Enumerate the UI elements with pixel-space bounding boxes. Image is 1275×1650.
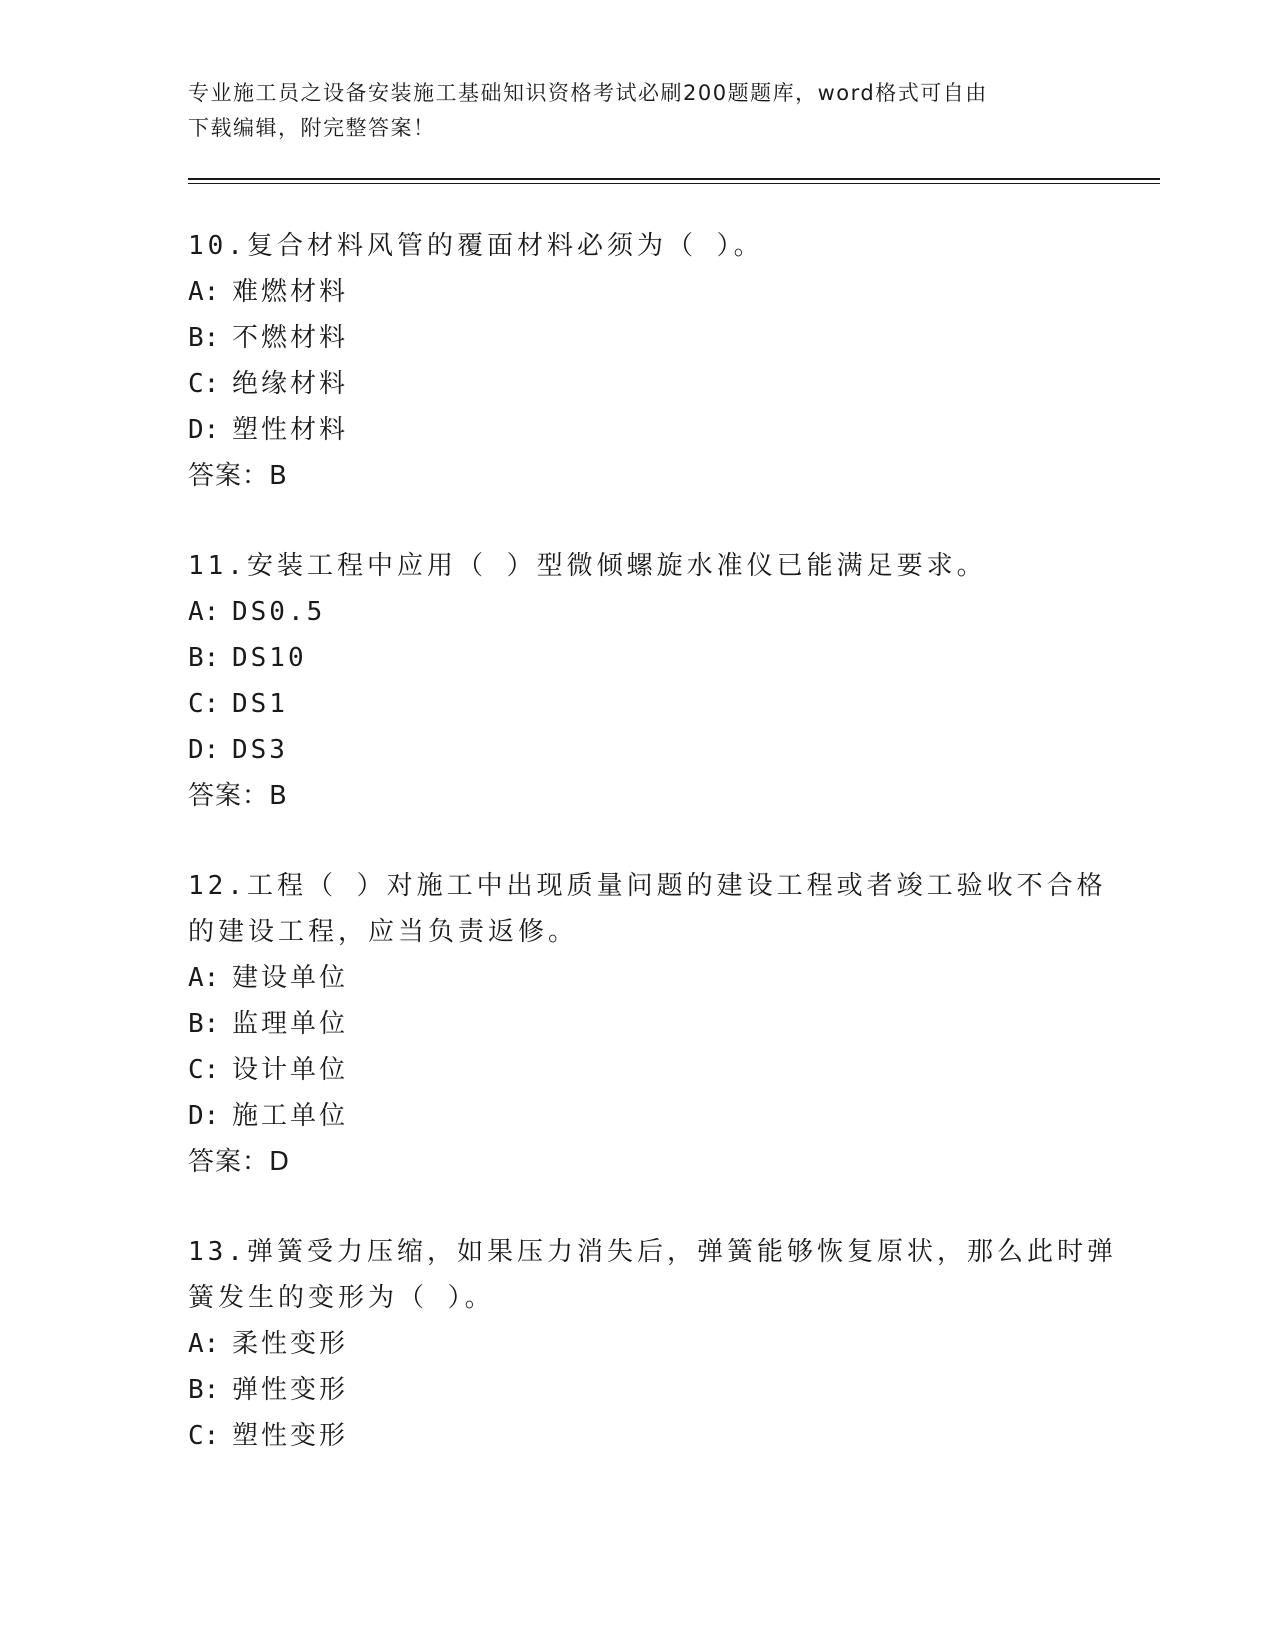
option-b [188, 635, 1088, 681]
option-text: 塑性变形 [232, 1421, 349, 1451]
header-line-1: 专业施工员之设备安装施工基础知识资格考试必刷200题题库，word格式可自由 [188, 81, 988, 105]
option-a [188, 589, 1088, 635]
option-c [188, 361, 1088, 407]
option-d [188, 407, 1088, 453]
document-header [188, 76, 1088, 146]
option-text: DS1 [232, 689, 288, 719]
question-text-continued: 簧发生的变形为（ ）。 [188, 1283, 495, 1313]
option-text: 柔性变形 [232, 1329, 349, 1359]
option-key: C: [188, 689, 220, 719]
option-text: 绝缘材料 [232, 369, 349, 399]
option-a [188, 269, 1088, 315]
option-text: 不燃材料 [232, 323, 349, 353]
question-block [188, 1229, 1117, 1459]
option-key: D: [188, 735, 220, 765]
option-text: DS0.5 [232, 597, 326, 627]
option-key: A: [188, 1329, 220, 1359]
question-block [188, 223, 1088, 499]
option-d [188, 1093, 1088, 1139]
option-key: A: [188, 277, 220, 307]
option-key: B: [188, 1009, 220, 1039]
option-key: A: [188, 963, 220, 993]
question-text: 10.复合材料风管的覆面材料必须为（ ）。 [188, 231, 764, 261]
header-divider-thick [188, 178, 1160, 180]
answer-text: 答案：B [188, 781, 288, 811]
option-text: 建设单位 [232, 963, 349, 993]
option-text: DS3 [232, 735, 288, 765]
option-key: C: [188, 1055, 220, 1085]
question-text: 12.工程（ ）对施工中出现质量问题的建设工程或者竣工验收不合格 [188, 871, 1107, 901]
option-key: C: [188, 1421, 220, 1451]
question-block [188, 863, 1107, 1185]
option-key: C: [188, 369, 220, 399]
option-key: D: [188, 1101, 220, 1131]
option-a [188, 1321, 1088, 1367]
option-a [188, 955, 1088, 1001]
option-c [188, 1413, 1088, 1459]
header-divider-thin [188, 183, 1160, 184]
option-b [188, 1367, 1088, 1413]
option-key: D: [188, 415, 220, 445]
question-text: 11.安装工程中应用（ ）型微倾螺旋水准仪已能满足要求。 [188, 551, 987, 581]
option-key: B: [188, 323, 220, 353]
question-block [188, 543, 1088, 819]
option-text: 设计单位 [232, 1055, 349, 1085]
option-b [188, 315, 1088, 361]
question-text-continued: 的建设工程，应当负责返修。 [188, 917, 579, 947]
answer-text: 答案：D [188, 1147, 291, 1177]
header-line-2: 下载编辑，附完整答案！ [188, 116, 436, 140]
option-key: A: [188, 597, 220, 627]
option-key: B: [188, 1375, 220, 1405]
option-text: 监理单位 [232, 1009, 349, 1039]
answer-text: 答案：B [188, 461, 288, 491]
option-text: DS10 [232, 643, 307, 673]
option-text: 弹性变形 [232, 1375, 349, 1405]
option-key: B: [188, 643, 220, 673]
option-text: 难燃材料 [232, 277, 349, 307]
option-c [188, 1047, 1088, 1093]
option-d [188, 727, 1088, 773]
option-b [188, 1001, 1088, 1047]
option-c [188, 681, 1088, 727]
option-text: 塑性材料 [232, 415, 349, 445]
question-text: 13.弹簧受力压缩，如果压力消失后，弹簧能够恢复原状，那么此时弹 [188, 1237, 1117, 1267]
option-text: 施工单位 [232, 1101, 349, 1131]
